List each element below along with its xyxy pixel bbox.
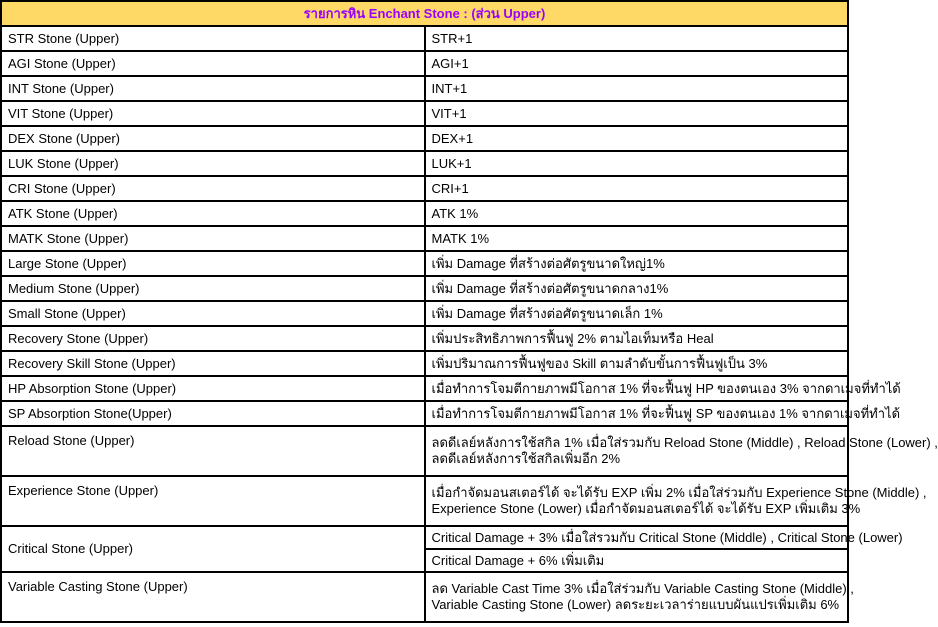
- stone-name: HP Absorption Stone (Upper): [1, 376, 425, 401]
- table-row-variable: [1, 572, 848, 622]
- stone-effect: [425, 572, 854, 622]
- table-row: [1, 126, 848, 151]
- stone-name: DEX Stone (Upper): [1, 126, 425, 151]
- stone-effect: เพิ่มปริมาณการฟื้นฟูของ Skill ตามลำดับขั้นการฟื้นฟูเป็น 3%: [425, 351, 849, 376]
- stone-name: Recovery Stone (Upper): [1, 326, 425, 351]
- table-row: [1, 51, 848, 76]
- table-row: [1, 401, 848, 426]
- stone-effect: AGI+1: [425, 51, 849, 76]
- stone-rows: [1, 26, 901, 426]
- effect-line-1: เมื่อกำจัดมอนสเตอร์ได้ จะได้รับ EXP เพิ่ม 2% เมื่อใส่ร่วมกับ Experience Stone (Middle) ,: [431, 485, 927, 500]
- stone-name: Reload Stone (Upper): [1, 426, 425, 476]
- stone-name: SP Absorption Stone(Upper): [1, 401, 425, 426]
- table-row-reload: [1, 426, 848, 476]
- stone-effect: เมื่อทำการโจมตีกายภาพมีโอกาส 1% ที่จะฟื้นฟู SP ของตนเอง 1% จากดาเมจที่ทำได้: [425, 401, 849, 426]
- stone-name: MATK Stone (Upper): [1, 226, 425, 251]
- table-row: [1, 276, 848, 301]
- stone-name: Critical Stone (Upper): [1, 526, 425, 572]
- stone-effect: เพิ่ม Damage ที่สร้างต่อศัตรูขนาดเล็ก 1%: [425, 301, 849, 326]
- stone-effect: CRI+1: [425, 176, 849, 201]
- table-row: [1, 151, 848, 176]
- stone-name: Large Stone (Upper): [1, 251, 425, 276]
- effect-line-2: Variable Casting Stone (Lower) ลดระยะเวลาร่ายแบบผันแปรเพิ่มเติม 6%: [431, 597, 840, 612]
- stone-effect: STR+1: [425, 26, 849, 51]
- stone-effect: [425, 476, 927, 526]
- stone-name: CRI Stone (Upper): [1, 176, 425, 201]
- table-row: [1, 201, 848, 226]
- table-row: [1, 301, 848, 326]
- stone-name: VIT Stone (Upper): [1, 101, 425, 126]
- effect-line-1: ลด Variable Cast Time 3% เมื่อใส่ร่วมกับ Variable Casting Stone (Middle) ,: [431, 581, 854, 596]
- stone-name: Recovery Skill Stone (Upper): [1, 351, 425, 376]
- table-title: รายการหิน Enchant Stone : (ส่วน Upper): [1, 1, 848, 26]
- table-row: [1, 26, 848, 51]
- stone-name: STR Stone (Upper): [1, 26, 425, 51]
- stone-name: INT Stone (Upper): [1, 76, 425, 101]
- stone-name: ATK Stone (Upper): [1, 201, 425, 226]
- stone-effect: ATK 1%: [425, 201, 849, 226]
- effect-line-2: Experience Stone (Lower) เมื่อกำจัดมอนสเตอร์ได้ จะได้รับ EXP เพิ่มเติม 3%: [431, 501, 861, 516]
- stone-effect: เมื่อทำการโจมตีกายภาพมีโอกาส 1% ที่จะฟื้นฟู HP ของตนเอง 3% จากดาเมจที่ทำได้: [425, 376, 849, 401]
- stone-name: LUK Stone (Upper): [1, 151, 425, 176]
- stone-effect: LUK+1: [425, 151, 849, 176]
- stone-effect: DEX+1: [425, 126, 849, 151]
- effect-line-2: ลดดีเลย์หลังการใช้สกิลเพิ่มอีก 2%: [431, 451, 621, 466]
- table-row: [1, 101, 848, 126]
- table-row: [1, 376, 848, 401]
- stone-effect-line-2: Critical Damage + 6% เพิ่มเติม: [425, 549, 849, 572]
- stone-name: Medium Stone (Upper): [1, 276, 425, 301]
- stone-name: Experience Stone (Upper): [1, 476, 425, 526]
- table-row: [1, 351, 848, 376]
- table-row-critical: [1, 526, 848, 549]
- table-row: [1, 226, 848, 251]
- effect-line-1: ลดดีเลย์หลังการใช้สกิล 1% เมื่อใส่รวมกับ Reload Stone (Middle) , Reload Stone (Lower) ,: [431, 435, 938, 450]
- table-row: [1, 251, 848, 276]
- stone-name: Small Stone (Upper): [1, 301, 425, 326]
- stone-effect: VIT+1: [425, 101, 849, 126]
- stone-effect: เพิ่มประสิทธิภาพการฟื้นฟู 2% ตามไอเท็มหรือ Heal: [425, 326, 849, 351]
- table-row-experience: [1, 476, 848, 526]
- stone-effect-line-1: Critical Damage + 3% เมื่อใส่รวมกับ Critical Stone (Middle) , Critical Stone (Lower): [425, 526, 849, 549]
- table-row: [1, 326, 848, 351]
- stone-effect: [425, 426, 938, 476]
- stone-effect: เพิ่ม Damage ที่สร้างต่อศัตรูขนาดกลาง1%: [425, 276, 849, 301]
- table-row: [1, 76, 848, 101]
- stone-effect: MATK 1%: [425, 226, 849, 251]
- stone-effect: INT+1: [425, 76, 849, 101]
- stone-effect: เพิ่ม Damage ที่สร้างต่อศัตรูขนาดใหญ่1%: [425, 251, 849, 276]
- stone-name: AGI Stone (Upper): [1, 51, 425, 76]
- stone-name: Variable Casting Stone (Upper): [1, 572, 425, 622]
- table-row: [1, 176, 848, 201]
